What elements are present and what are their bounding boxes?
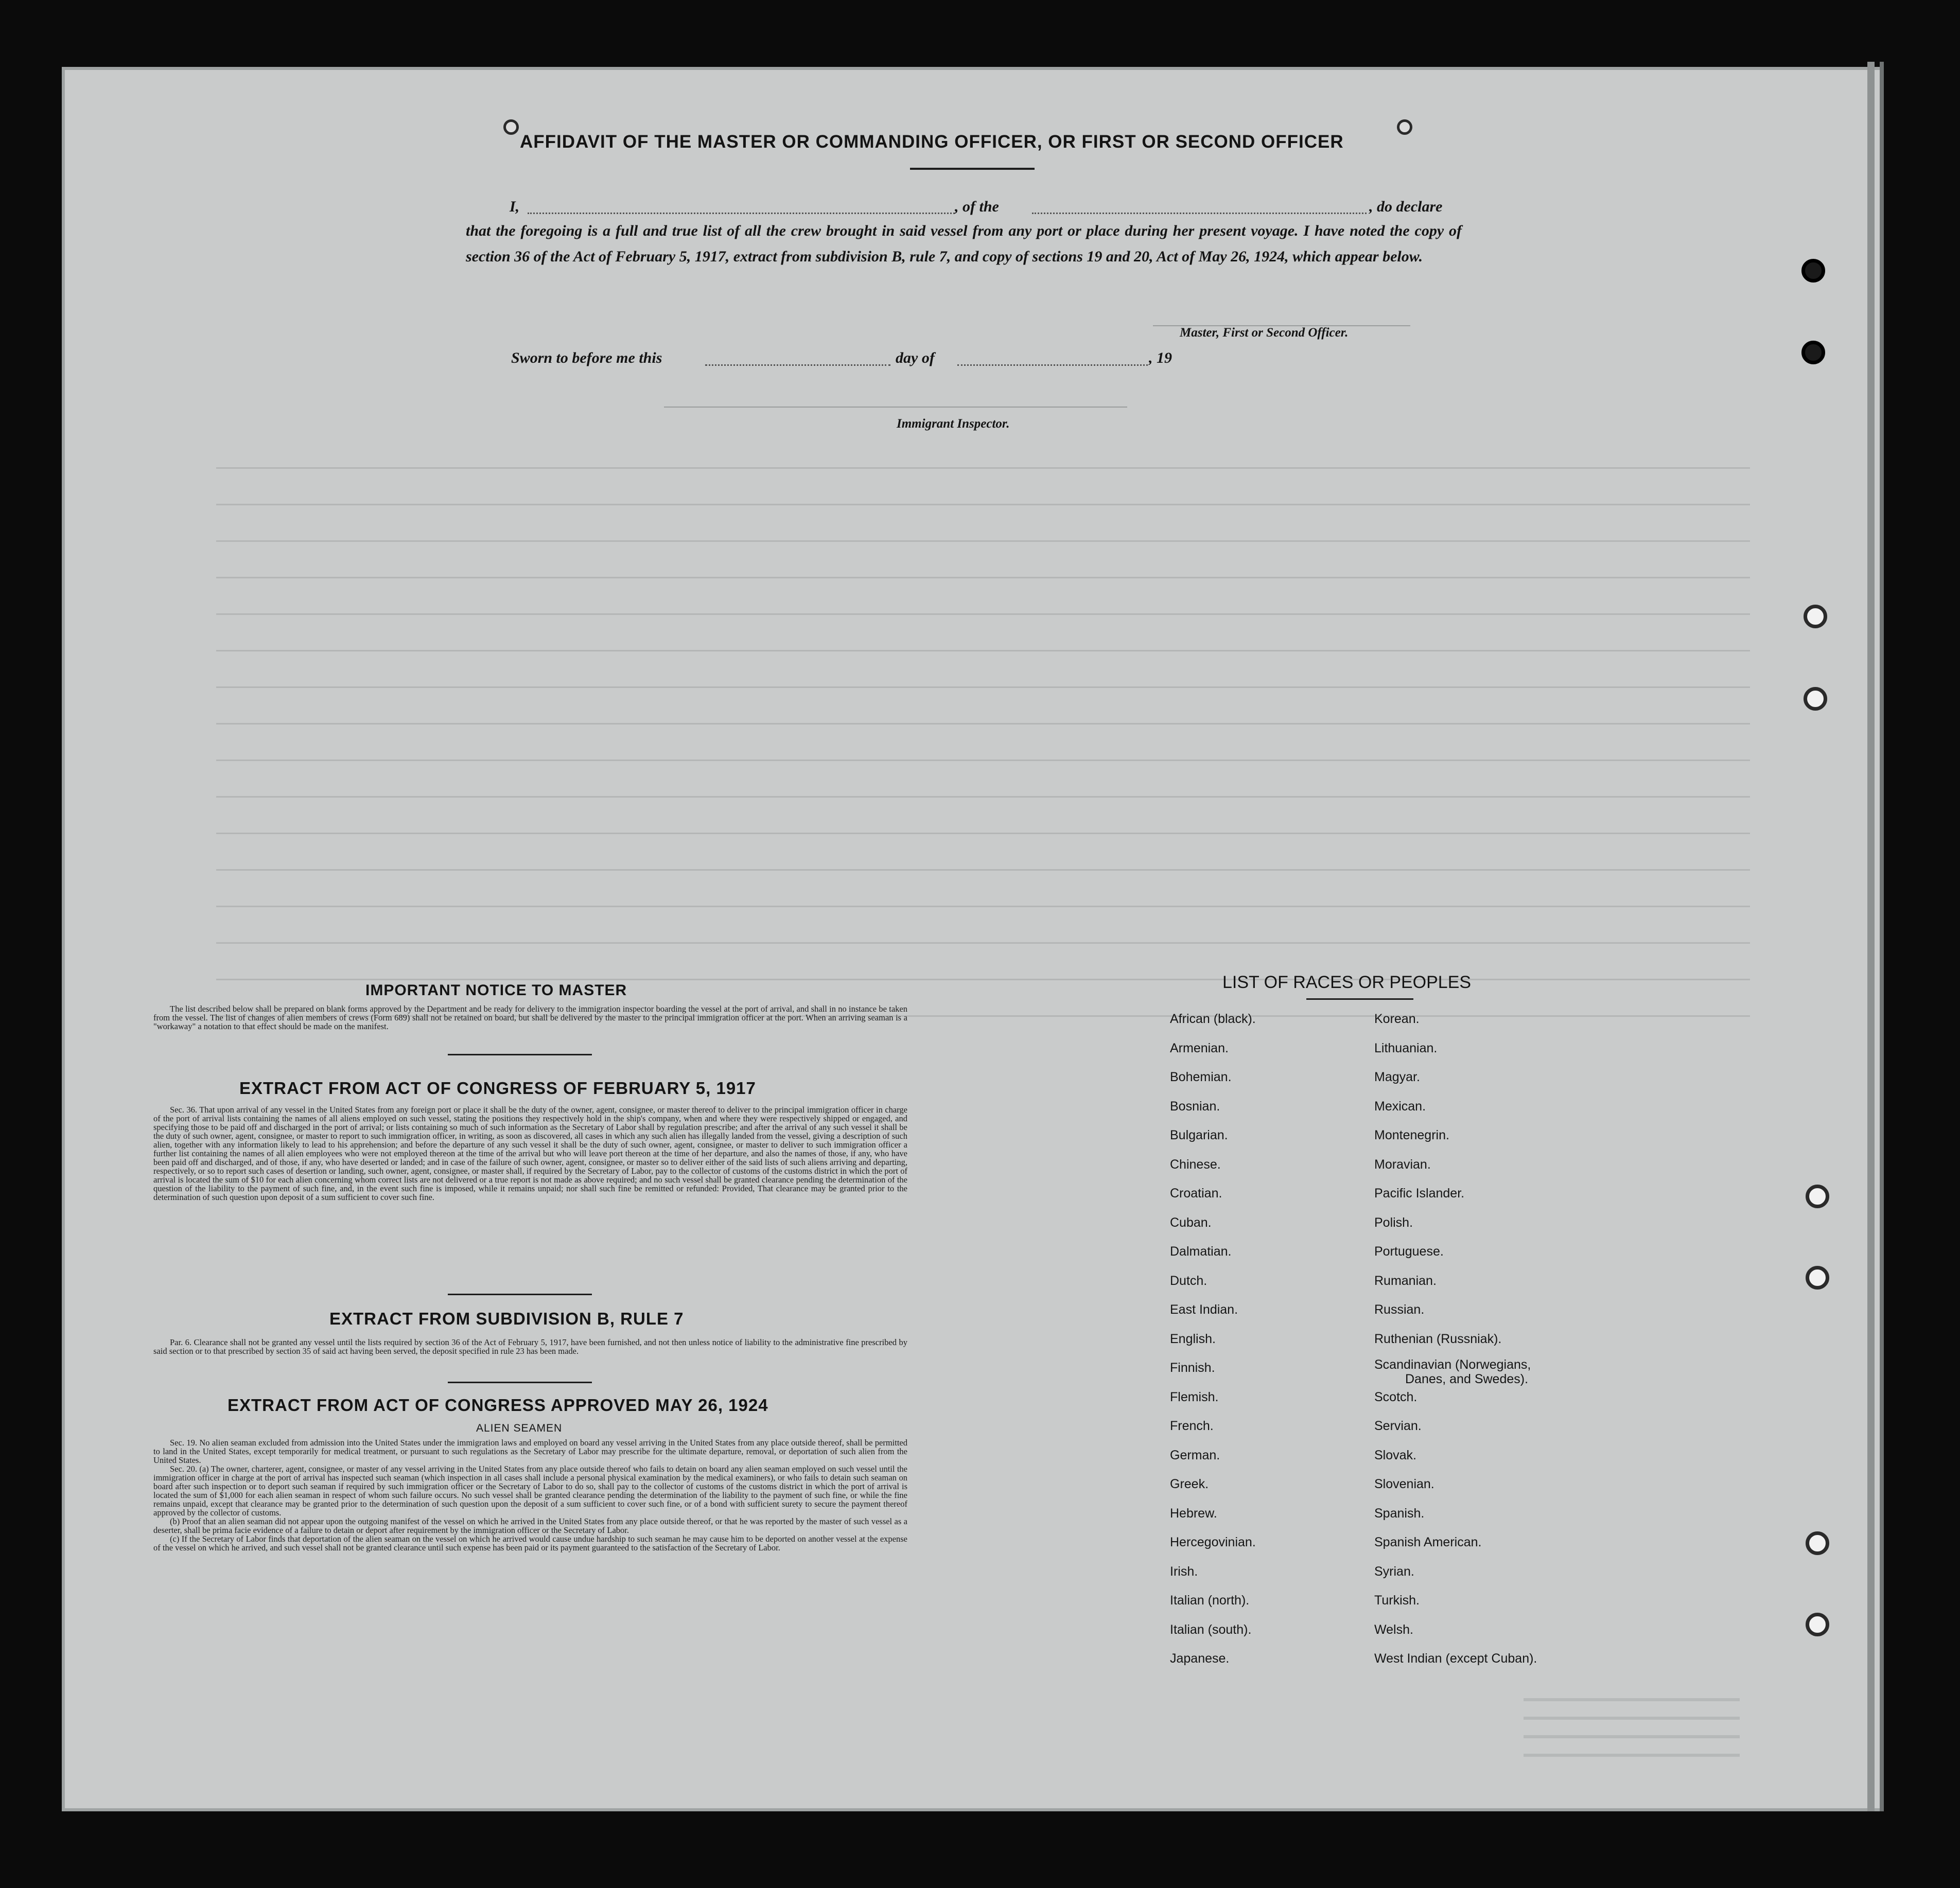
race-item: Moravian. (1374, 1157, 1431, 1172)
section-20b: (b) Proof that an alien seaman did not appear upon the outgoing manifest of the vessel on which he arrived in the United States from any place outside thereof, or that he was reported by the master of such vessel as a deserter, shall be prima facie evidence of a failure to detain or deport after requirement by the immigration officer or the Secretary of Labor. (153, 1516, 907, 1535)
inspector-signature-blank (664, 407, 1127, 408)
alien-seamen-subtitle: ALIEN SEAMEN (476, 1422, 563, 1434)
race-item: Bosnian. (1170, 1099, 1220, 1114)
extract-1917-text (153, 1105, 907, 1202)
section-36: Sec. 36. That upon arrival of any vessel in the United States from any foreign port or place it shall be the duty of the owner, agent, consignee, or master thereof to deliver to the principal immigration officer in charge of the port of arrival lists containing the names of all aliens employed on such vessel, stating the positions they respectively hold in the ship's company, when and where they were respectively shipped or engaged, and specifying those to be paid off and discharged in the port of arrival; or lists containing so much of such information as the Secretary of Labor shall by regulation prescribe; and after the arrival of any such vessel it shall be the duty of such owner, agent, consignee, or master to report to such immigration officer, in writing, as soon as discovered, all cases in which any such alien has illegally landed from the vessel, giving a description of such alien, together with any information likely to lead to his apprehension; and before the departure of any such vessel it shall be the duty of such owner, agent, consignee, or master to deliver to such immigration officer a further list containing the names of all alien employees who were not employed thereon at the time of the arrival but who will leave port thereon at the time of her departure, and also the names of those, if any, who have been paid off and discharged, and of those, if any, who have deserted or landed; and in case of the failure of such owner, agent, consignee, or master so to deliver either of the said lists of such aliens arriving and departing, respectively, or so to report such cases of desertion or landing, such owner, agent, consignee, or master shall, if required by the Secretary of Labor, pay to the collector of customs of the customs district in which the port of arrival is located the sum of $10 for each alien concerning whom correct lists are not delivered or a true report is not made as above required; and no such vessel shall be granted clearance pending the determination of the question of the liability to the payment of such fine, and, in the event such fine is imposed, while it remains unpaid; nor shall such fine be remitted or refunded: Provided, That clearance may be granted prior to the determination of such question upon deposit of a sum sufficient to cover such fine. (153, 1105, 907, 1202)
races-left-column (1170, 1004, 1256, 1673)
race-item-line: Danes, and Swedes). (1405, 1372, 1529, 1386)
race-item: Chinese. (1170, 1157, 1221, 1172)
race-item: African (black). (1170, 1012, 1256, 1026)
race-item: Spanish American. (1374, 1535, 1482, 1549)
officer-label: Master, First or Second Officer. (1180, 326, 1349, 340)
punch-hole (1806, 1185, 1829, 1208)
race-item: Magyar. (1374, 1070, 1420, 1084)
race-item: Cuban. (1170, 1215, 1212, 1230)
race-item: Montenegrin. (1374, 1128, 1449, 1142)
month-blank (957, 364, 1148, 366)
race-item: Hercegovinian. (1170, 1535, 1256, 1549)
punch-hole (1806, 1266, 1829, 1290)
race-item: Welsh. (1374, 1622, 1413, 1637)
affidavit-title: AFFIDAVIT OF THE MASTER OR COMMANDING OFFICER, OR FIRST OR SECOND OFFICER (520, 132, 1344, 152)
title-underline (910, 168, 1035, 170)
officer-signature-blank (1153, 325, 1410, 326)
divider (448, 1382, 592, 1383)
affidavit-body: that the foregoing is a full and true list of all the crew brought in said vessel from any port or place during her present voyage. I have noted the copy of section 36 of the Act of February 5, 1917, extract from subdivision B, rule 7, and copy of sections 19 and 20, Act of May 26, 1924, which appear below. (466, 222, 1462, 265)
notice-text (153, 1004, 907, 1031)
punch-hole (1804, 605, 1827, 628)
race-item: French. (1170, 1419, 1214, 1433)
race-item: Lithuanian. (1374, 1040, 1438, 1055)
section-20c: (c) If the Secretary of Labor finds that deportation of the alien seaman on the vessel on which he arrived would cause undue hardship to such seaman he may cause him to be deported on another vessel at the expense of the vessel on which he arrived, and such vessel shall not be granted clearance until such expense has been paid or its payment guaranteed to the satisfaction of the Secretary of Labor. (153, 1534, 907, 1552)
race-item: Syrian. (1374, 1564, 1414, 1579)
affidavit-line-i: I, (510, 198, 520, 215)
name-blank (528, 213, 955, 214)
punch-hole (1801, 259, 1825, 283)
section-20a: Sec. 20. (a) The owner, charterer, agent, consignee, or master of any vessel arriving in the United States from any place outside thereof who fails to detain on board any alien seaman employed on such vessel until the immigration officer in charge at the port of arrival has inspected such seaman (which inspection in all cases shall include a personal physical examination by the medical examiners), or who fails to detain such seaman on board after such inspection or to deport such seaman if required by such immigration officer or the Secretary of Labor to do so, shall pay to the collector of customs of the customs district in which the port of arrival is located the sum of $1,000 for each alien seaman in respect of whom such failure occurs. No such vessel shall be granted clearance pending the determination of the liability to the payment of such fine, or while the fine remains unpaid, except that clearance may be granted prior to the determination of such question upon the deposit of a sum sufficient to cover such fine, or of a bond with sufficient surety to secure the payment thereof approved by the collector of customs. (153, 1464, 907, 1518)
section-19: Sec. 19. No alien seaman excluded from admission into the United States under the immigration laws and employed on board any vessel arriving in the United States from any place outside thereof, shall be permitted to land in the United States, except temporarily for medical treatment, or pursuant to such regulations as the Secretary of Labor may prescribe for the ultimate departure, removal, or deportation of such alien from the United States. (153, 1438, 907, 1465)
race-item: Bohemian. (1170, 1070, 1232, 1084)
race-item: Greek. (1170, 1477, 1209, 1491)
extract-1924-title: EXTRACT FROM ACT OF CONGRESS APPROVED MAY 26, 1924 (227, 1396, 768, 1415)
race-item: Slovak. (1374, 1448, 1416, 1462)
punch-hole (1806, 1613, 1829, 1636)
race-item (1374, 1353, 1537, 1386)
race-item: English. (1170, 1331, 1216, 1346)
race-item: Russian. (1374, 1302, 1425, 1317)
race-item: Polish. (1374, 1215, 1413, 1230)
notice-paragraph: The list described below shall be prepared on blank forms approved by the Department and be ready for delivery to the immigration inspector boarding the vessel at the port of arrival, and shall in no instance be taken from the vessel. The list of changes of alien members of crews (Form 689) shall not be retained on board, but shall be delivered by the master to the principal immigration officer at the port. When an arriving seaman is a "workaway" a notation to that effect should be made on the manifest. (153, 1004, 907, 1031)
race-item: West Indian (except Cuban). (1374, 1651, 1537, 1666)
rule7-text (153, 1338, 907, 1355)
extract-1924-text (153, 1438, 907, 1552)
race-item: German. (1170, 1448, 1220, 1462)
race-item: East Indian. (1170, 1302, 1238, 1317)
race-item: Slovenian. (1374, 1477, 1434, 1491)
race-item: Armenian. (1170, 1040, 1229, 1055)
race-item: Rumanian. (1374, 1273, 1437, 1288)
race-item-line: Scandinavian (Norwegians, (1374, 1357, 1531, 1372)
rule7-title: EXTRACT FROM SUBDIVISION B, RULE 7 (329, 1309, 684, 1328)
affidavit-declare: , do declare (1369, 198, 1443, 215)
extract-1917-title: EXTRACT FROM ACT OF CONGRESS OF FEBRUARY 5, 1917 (239, 1079, 756, 1098)
punch-hole (1801, 341, 1825, 364)
divider (448, 1294, 592, 1295)
race-item: Korean. (1374, 1012, 1420, 1026)
race-item: Croatian. (1170, 1186, 1222, 1201)
race-item: Italian (south). (1170, 1622, 1252, 1637)
race-item: Mexican. (1374, 1099, 1426, 1114)
race-item: Dalmatian. (1170, 1244, 1232, 1259)
affidavit-of-the: , of the (955, 198, 999, 215)
punch-hole (1397, 119, 1412, 135)
race-item: Japanese. (1170, 1651, 1230, 1666)
race-item: Turkish. (1374, 1593, 1420, 1608)
rule7-paragraph: Par. 6. Clearance shall not be granted any vessel until the lists required by section 36 of the Act of February 5, 1917, have been furnished, and not then unless notice of liability to the administrative fine prescribed by said section or to that prescribed by section 35 of said act having been served, the deposit specified in rule 23 has been made. (153, 1337, 907, 1356)
page-edge (1867, 62, 1875, 1811)
race-item: Pacific Islander. (1374, 1186, 1465, 1201)
vessel-blank (1032, 213, 1367, 214)
punch-hole (1804, 687, 1827, 711)
race-item: Hebrew. (1170, 1506, 1217, 1521)
race-item: Ruthenian (Russniak). (1374, 1331, 1502, 1346)
notice-title: IMPORTANT NOTICE TO MASTER (365, 982, 627, 999)
races-right-column (1374, 1004, 1537, 1673)
year-label: , 19 (1149, 349, 1172, 366)
bleed-through-rows (216, 432, 1750, 1050)
race-item: Finnish. (1170, 1361, 1215, 1375)
sworn-label: Sworn to before me this (511, 349, 662, 366)
divider (448, 1054, 592, 1055)
races-title-underline (1306, 998, 1413, 1000)
day-of-label: day of (896, 349, 935, 366)
race-item: Servian. (1374, 1419, 1422, 1433)
race-item: Portuguese. (1374, 1244, 1444, 1259)
page-edge (1880, 62, 1884, 1811)
stamp-bleed (1524, 1683, 1740, 1760)
inspector-label: Immigrant Inspector. (897, 417, 1010, 431)
race-item: Flemish. (1170, 1389, 1219, 1404)
race-item: Irish. (1170, 1564, 1198, 1579)
race-item: Dutch. (1170, 1273, 1207, 1288)
race-item: Spanish. (1374, 1506, 1425, 1521)
race-item: Italian (north). (1170, 1593, 1250, 1608)
sworn-day-blank (705, 364, 890, 366)
race-item: Bulgarian. (1170, 1128, 1228, 1142)
punch-hole (503, 119, 519, 135)
race-item: Scotch. (1374, 1389, 1417, 1404)
punch-hole (1806, 1531, 1829, 1555)
races-title: LIST OF RACES OR PEOPLES (1222, 973, 1472, 992)
